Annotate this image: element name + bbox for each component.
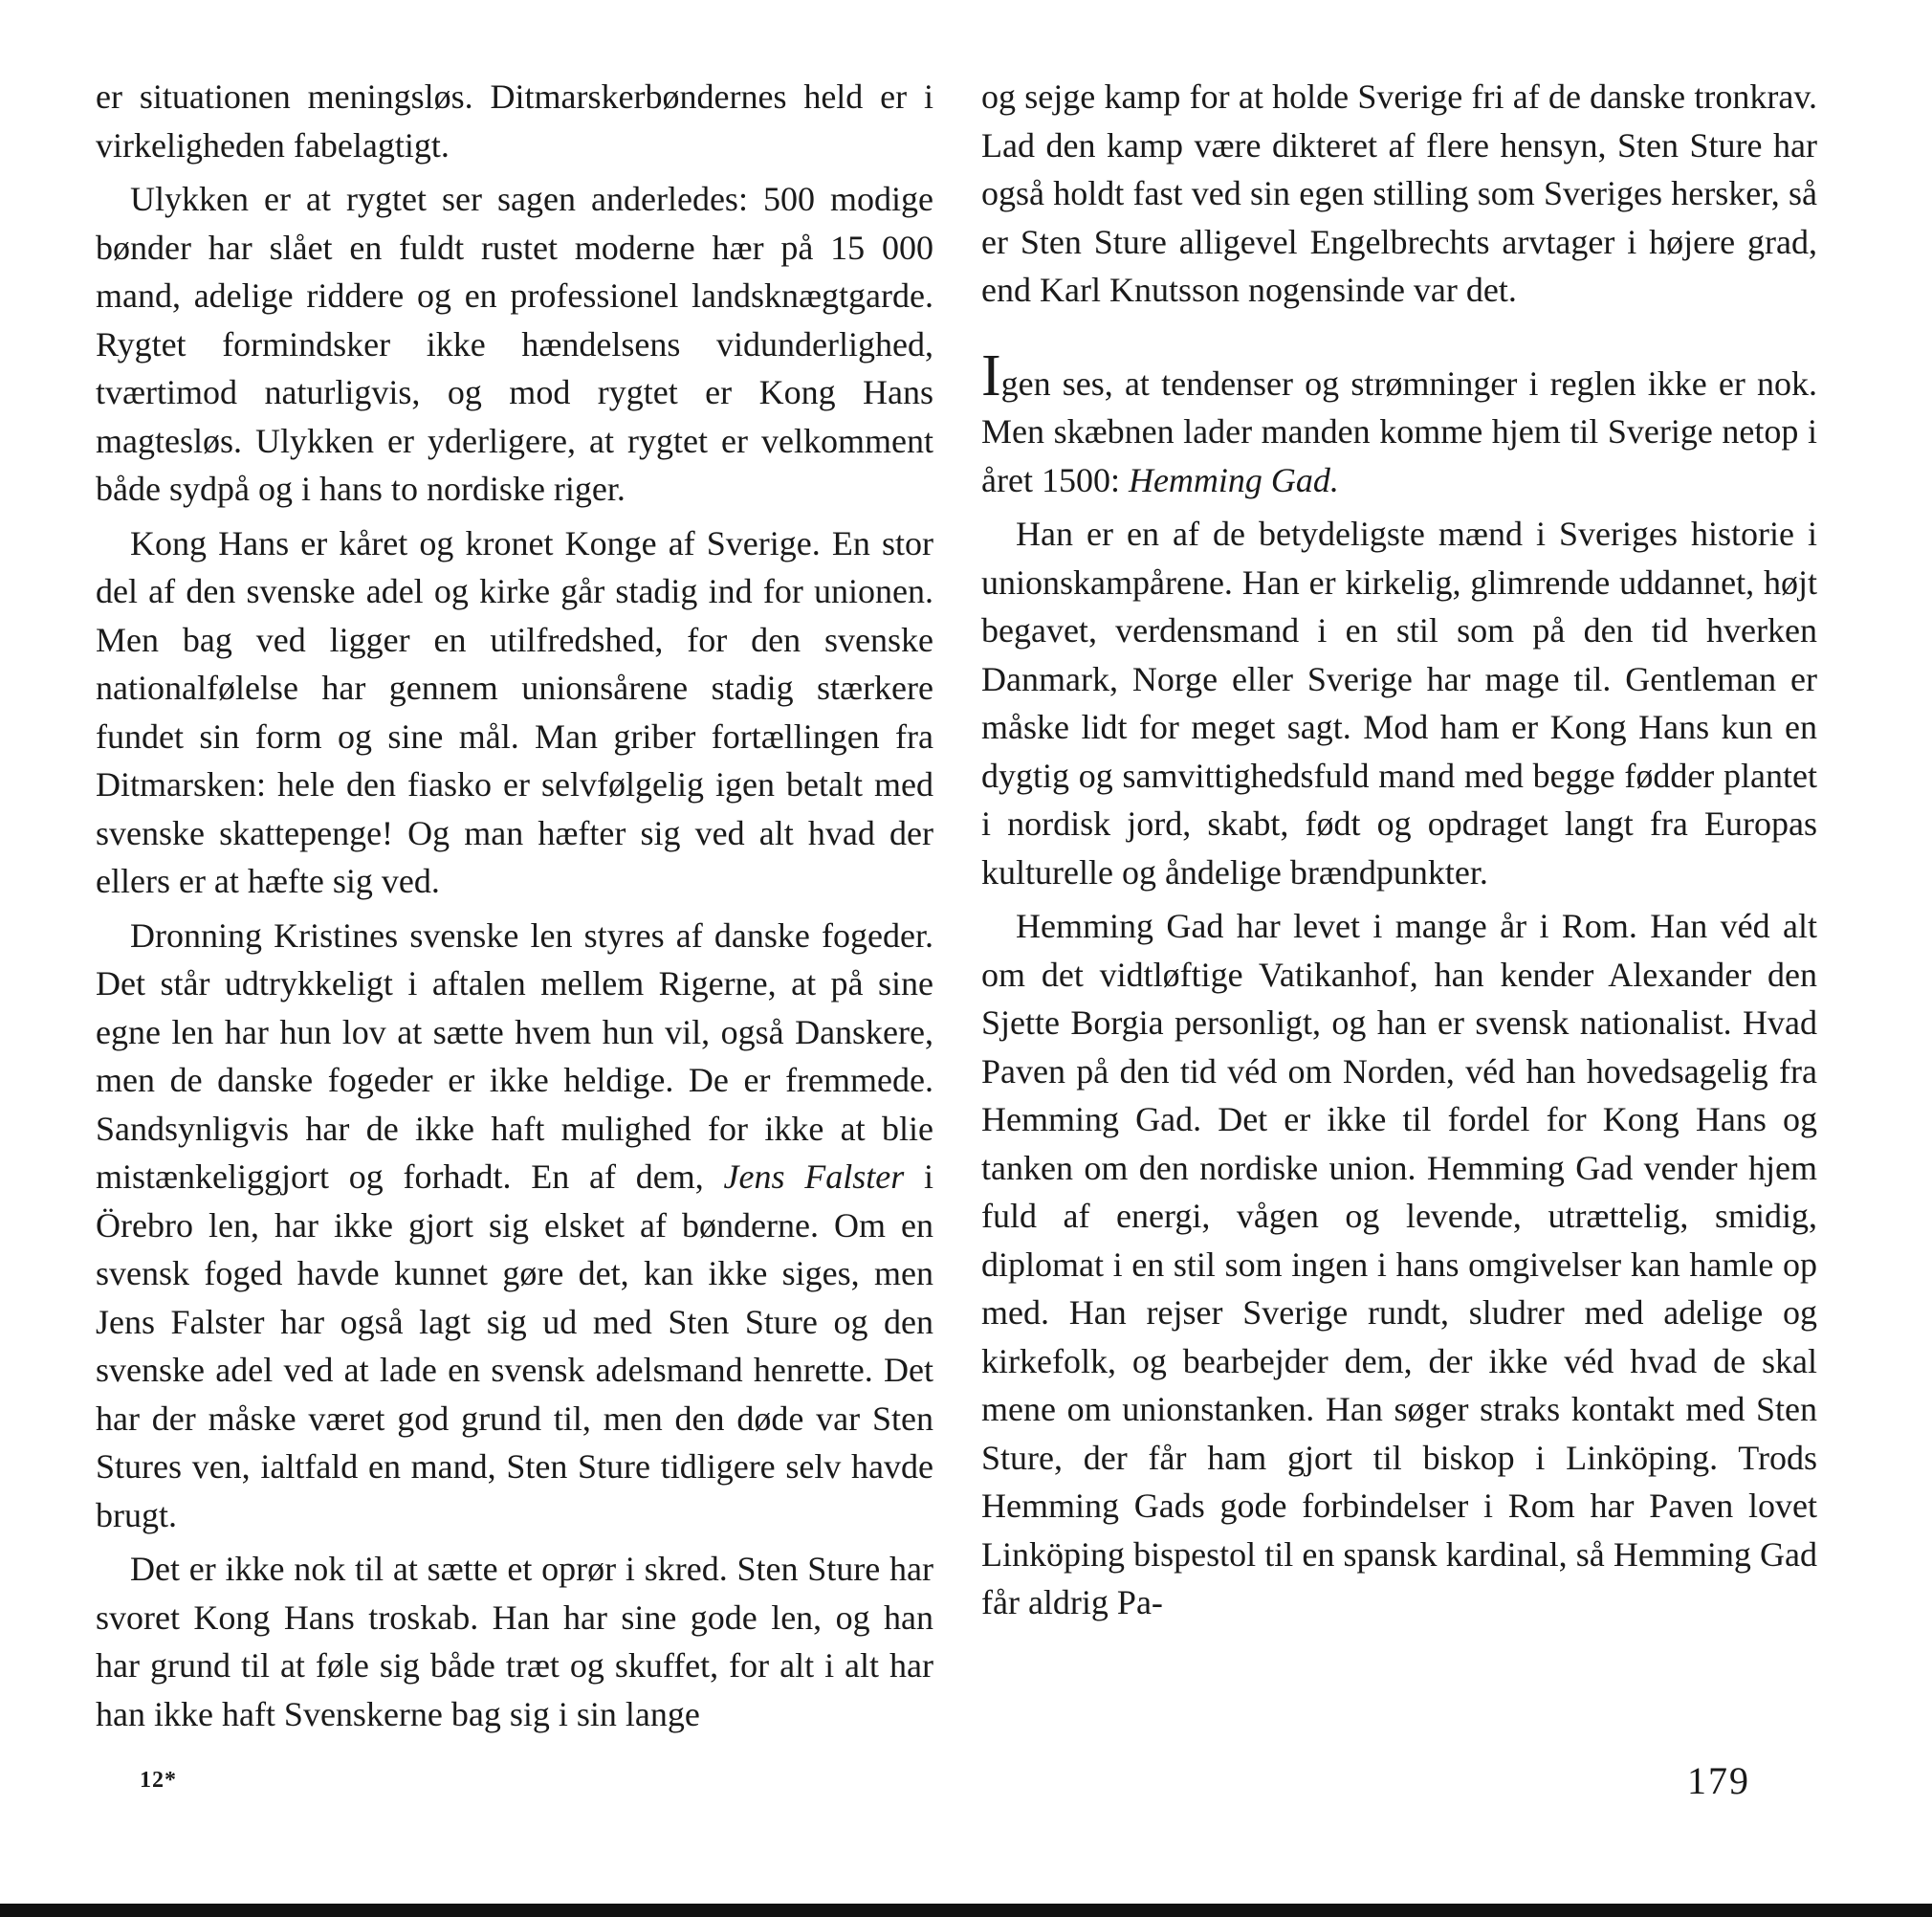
paragraph-text: Dronning Kristines svenske len styres af danske fogeder. Det står udtrykkeligt i aftalen mellem Rigerne, at på sine egne len har hun lov at sætte hvem hun vil, også Danskere, men de danske fogeder er ikke heldige. De er fremmede. Sandsynligvis har de ikke haft mulighed for ikke at blie mistænkeliggjort og forhadt. En af dem, bbox=[96, 915, 933, 1196]
paragraph: Det er ikke nok til at sætte et oprør i skred. Sten Sture har svoret Kong Hans troskab. Han har sine gode len, og han har grund til at føle sig både træt og skuffet, for alt i alt har han ikke haft Svenskerne bag sig i sin lange bbox=[96, 1550, 933, 1733]
italic-name: Hemming Gad. bbox=[1128, 460, 1339, 499]
paragraph-text: gen ses, at tendenser og strømninger i reglen ikke er nok. Men skæbnen lader manden komme hjem til Sverige netop i året 1500: bbox=[981, 364, 1817, 499]
paragraph: Kong Hans er kåret og kronet Konge af Sverige. En stor del af den svenske adel og kirke går stadig ind for unionen. Men bag ved ligger en utilfredshed, for den svenske nationalfølelse har gennem unionsårene stadig stærkere fundet sin form og sine mål. Man griber fortællingen fra Ditmarsken: hele den fiasko er selvfølgelig igen betalt med svenske skattepenge! Og man hæfter sig ved alt hvad der ellers er at hæfte sig ved. bbox=[96, 523, 933, 900]
right-text-column bbox=[981, 73, 1817, 1633]
paragraph: og sejge kamp for at holde Sverige fri af de danske tronkrav. Lad den kamp være dikteret af flere hensyn, Sten Sture har også holdt fast ved sin egen stilling som Sveriges hersker, så er Sten Sture alligevel Engelbrechts arvtager i højere grad, end Karl Knutsson nogensinde var det. bbox=[981, 77, 1817, 309]
paragraph: Han er en af de betydeligste mænd i Sveriges historie i unionskampårene. Han er kirkelig, glimrende uddannet, højt begavet, verdensmand i en stil som på den tid hverken Danmark, Norge eller Sverige har mage til. Gentleman er måske lidt for meget sagt. Mod ham er Kong Hans kun en dygtig og samvittighedsfuld mand med begge fødder plantet i nordisk jord, skabt, født og opdraget langt fra Europas kulturelle og åndelige brændpunkter. bbox=[981, 515, 1817, 892]
signature-mark: 12* bbox=[140, 1768, 177, 1793]
paragraph: Ulykken er at rygtet ser sagen anderledes: 500 modige bønder har slået en fuldt rustet moderne hær på 15 000 mand, adelige riddere og en professionel landsknægtgarde. Rygtet formindsker ikke hændelsens vidunderlighed, tværtimod naturligvis, og mod rygtet er Kong Hans magtesløs. Ulykken er yderligere, at rygtet er velkomment både sydpå og i hans to nordiske riger. bbox=[96, 180, 933, 508]
paragraph-text: i Örebro len, har ikke gjort sig elsket af bønderne. Om en svensk foged havde kunnet gøre det, kan ikke siges, men Jens Falster har også lagt sig ud med Sten Sture og den svenske adel ved at lade en svensk adelsmand henrette. Det har der måske været god grund til, men den døde var Sten Stures ven, ialtfald en mand, Sten Sture tidligere selv havde brugt. bbox=[96, 1157, 933, 1534]
paragraph bbox=[96, 912, 933, 1540]
paragraph: Hemming Gad har levet i mange år i Rom. Han véd alt om det vidtløftige Vatikanhof, han kender Alexander den Sjette Borgia personligt, og han er svensk nationalist. Hvad Paven på den tid véd om Norden, véd han hovedsagelig fra Hemming Gad. Det er ikke til fordel for Kong Hans og tanken om den nordiske union. Hemming Gad vender hjem fuld af energi, vågen og levende, utrættelig, smidig, diplomat i en stil som ingen i hans omgivelser kan hamle op med. Han rejser Sverige rundt, sludrer med adelige og kirkefolk, og bearbejder dem, der ikke véd hvad de skal mene om unionstanken. Han søger straks kontakt med Sten Sture, der får ham gjort til biskop i Linköping. Trods Hemming Gads gode forbindelser i Rom har Paven lovet Linköping bispestol til en spansk kardinal, så Hemming Gad får aldrig Pa- bbox=[981, 907, 1817, 1621]
drop-cap: I bbox=[981, 342, 1001, 408]
page-number: 179 bbox=[1687, 1759, 1750, 1802]
left-text-column bbox=[96, 73, 933, 1744]
italic-name: Jens Falster bbox=[723, 1157, 905, 1196]
page-edge-divider bbox=[0, 1904, 1932, 1917]
paragraph: er situationen meningsløs. Ditmarskerbøndernes held er i virkeligheden fabelagtigt. bbox=[96, 77, 933, 165]
section-paragraph bbox=[981, 342, 1817, 505]
